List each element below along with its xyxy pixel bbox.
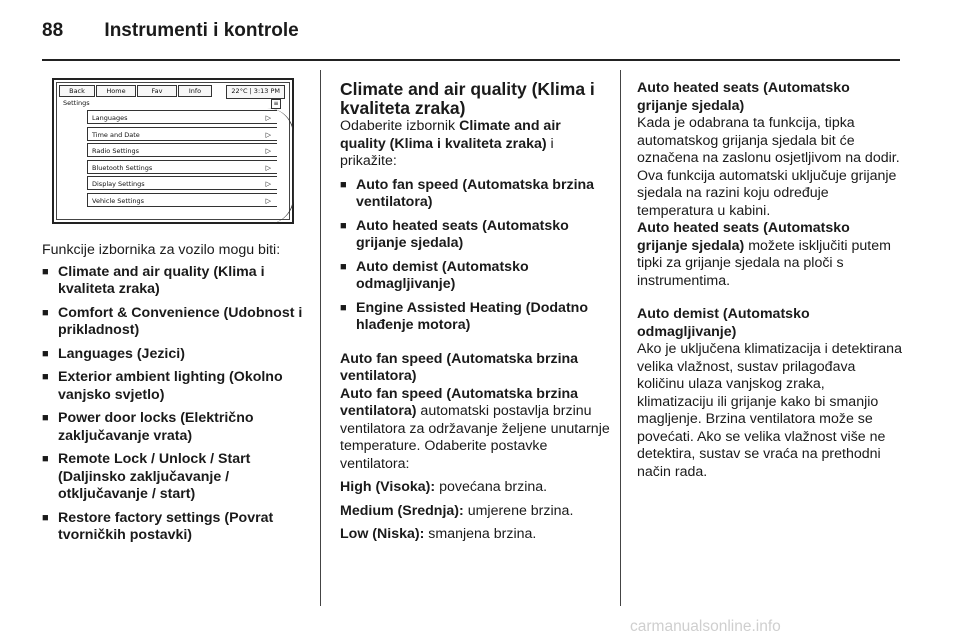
list-item: ■ Exterior ambient lighting (Okolno vanjsko svjetlo) [42,369,310,404]
climate-intro: Odaberite izbornik Climate and air quality (Klima i kvaliteta zraka) i prikažite: [340,118,561,169]
climate-list [340,177,610,335]
fan-speed-text: Auto fan speed (Automatska brzina ventilatora) automatski postavlja brzinu ventilatora za održavanje željene unutarnje temperature. Odaberite postavke ventilatora: [340,385,610,472]
heated-seats-note: Auto heated seats (Automatsko grijanje sjedala) možete isključiti putem tipki za grijanje sjedala na ploči s instrumentima. [637,220,891,289]
fan-speed-heading: Auto fan speed (Automatska brzina ventilatora) [340,350,579,384]
menu-item-label: Languages [92,114,128,122]
screen-tab-info: Info [178,85,212,97]
list-item: ■ Languages (Jezici) [42,346,310,364]
screen-tab-home: Home [96,85,136,97]
header-rule [42,59,900,61]
column-1 [42,242,310,545]
fan-level-low: Low (Niska): smanjena brzina. [340,526,537,542]
page-header [42,20,299,42]
fan-level-medium: Medium (Srednja): umjerene brzina. [340,502,574,519]
settings-screen-illustration [52,78,294,224]
menu-item-label: Bluetooth Settings [92,163,153,172]
menu-item-label: Display Settings [92,180,145,189]
screen-menu [87,110,277,210]
screen-menu-item [87,176,277,190]
column-2 [340,80,610,544]
vehicle-menu-list [42,264,310,545]
climate-heading: Climate and air quality (Klima i kvaliteta zraka) [340,79,595,118]
demist-text: Ako je uključena klimatizacija i detektirana velika vlažnost, sustav prilagođava količinu ulaza vanjskog zraka, klimatizaciju ili grijanje kako bi smanjio magljenje. Brzina ventilatora može se povećati. Ako se velika vlažnost više ne detektira, sustav se vraća na prethodni način rada. [637,341,902,480]
menu-intro: Funkcije izbornika za vozilo mogu biti: [42,242,281,258]
column-divider [620,70,621,606]
chevron-right-icon: ▷ [265,147,271,156]
menu-item-label: Vehicle Settings [92,196,144,205]
list-item: ■ Climate and air quality (Klima i kvaliteta zraka) [42,264,310,299]
settings-icon: ≡ [271,99,281,109]
heated-seats-text: Kada je odabrana ta funkcija, tipka automatskog grijanja sjedala bit će označena na zaslonu osjetljivom na dodir. Ova funkcija automatski uključuje grijanje sjedala na razini koju određuje temperatura u kabini. [637,115,900,219]
screen-tab-back: Back [59,85,95,97]
section-title: Instrumenti i kontrole [104,20,299,41]
chevron-right-icon: ▷ [265,114,271,122]
page-number: 88 [42,20,64,41]
list-item: ■ Auto demist (Automatsko odmagljivanje) [340,259,610,294]
column-divider [320,70,321,606]
list-item: ■ Remote Lock / Unlock / Start (Daljinsko zaključavanje / otključavanje / start) [42,451,310,504]
screen-tab-fav: Fav [137,85,177,97]
menu-item-label: Radio Settings [92,147,139,156]
fan-level-high: High (Visoka): povećana brzina. [340,479,548,495]
list-item: ■ Power door locks (Električno zaključavanje vrata) [42,410,310,445]
screen-tabs [59,85,213,97]
screen-title: Settings [63,99,90,107]
heated-seats-heading: Auto heated seats (Automatsko grijanje sjedala) [637,80,850,114]
list-item: ■ Auto heated seats (Automatsko grijanje sjedala) [340,218,610,253]
chevron-right-icon: ▷ [265,180,271,189]
screen-menu-item [87,110,277,124]
screen-menu-item [87,127,277,141]
screen-status: 22°C | 3:13 PM [226,85,285,99]
screen-frame [56,82,290,220]
menu-item-label: Time and Date [92,130,140,139]
screen-menu-item [87,193,277,207]
list-item: ■ Engine Assisted Heating (Dodatno hlađenje motora) [340,300,610,335]
list-item: ■ Auto fan speed (Automatska brzina ventilatora) [340,177,610,212]
list-item: ■ Restore factory settings (Povrat tvorničkih postavki) [42,510,310,545]
chevron-right-icon: ▷ [265,163,271,172]
column-3 [637,80,903,481]
demist-heading: Auto demist (Automatsko odmagljivanje) [637,306,810,340]
screen-menu-item [87,160,277,174]
screen-menu-item [87,143,277,157]
chevron-right-icon: ▷ [265,196,271,205]
watermark: carmanualsonline.info [630,618,781,635]
chevron-right-icon: ▷ [265,130,271,139]
list-item: ■ Comfort & Convenience (Udobnost i prikladnost) [42,305,310,340]
